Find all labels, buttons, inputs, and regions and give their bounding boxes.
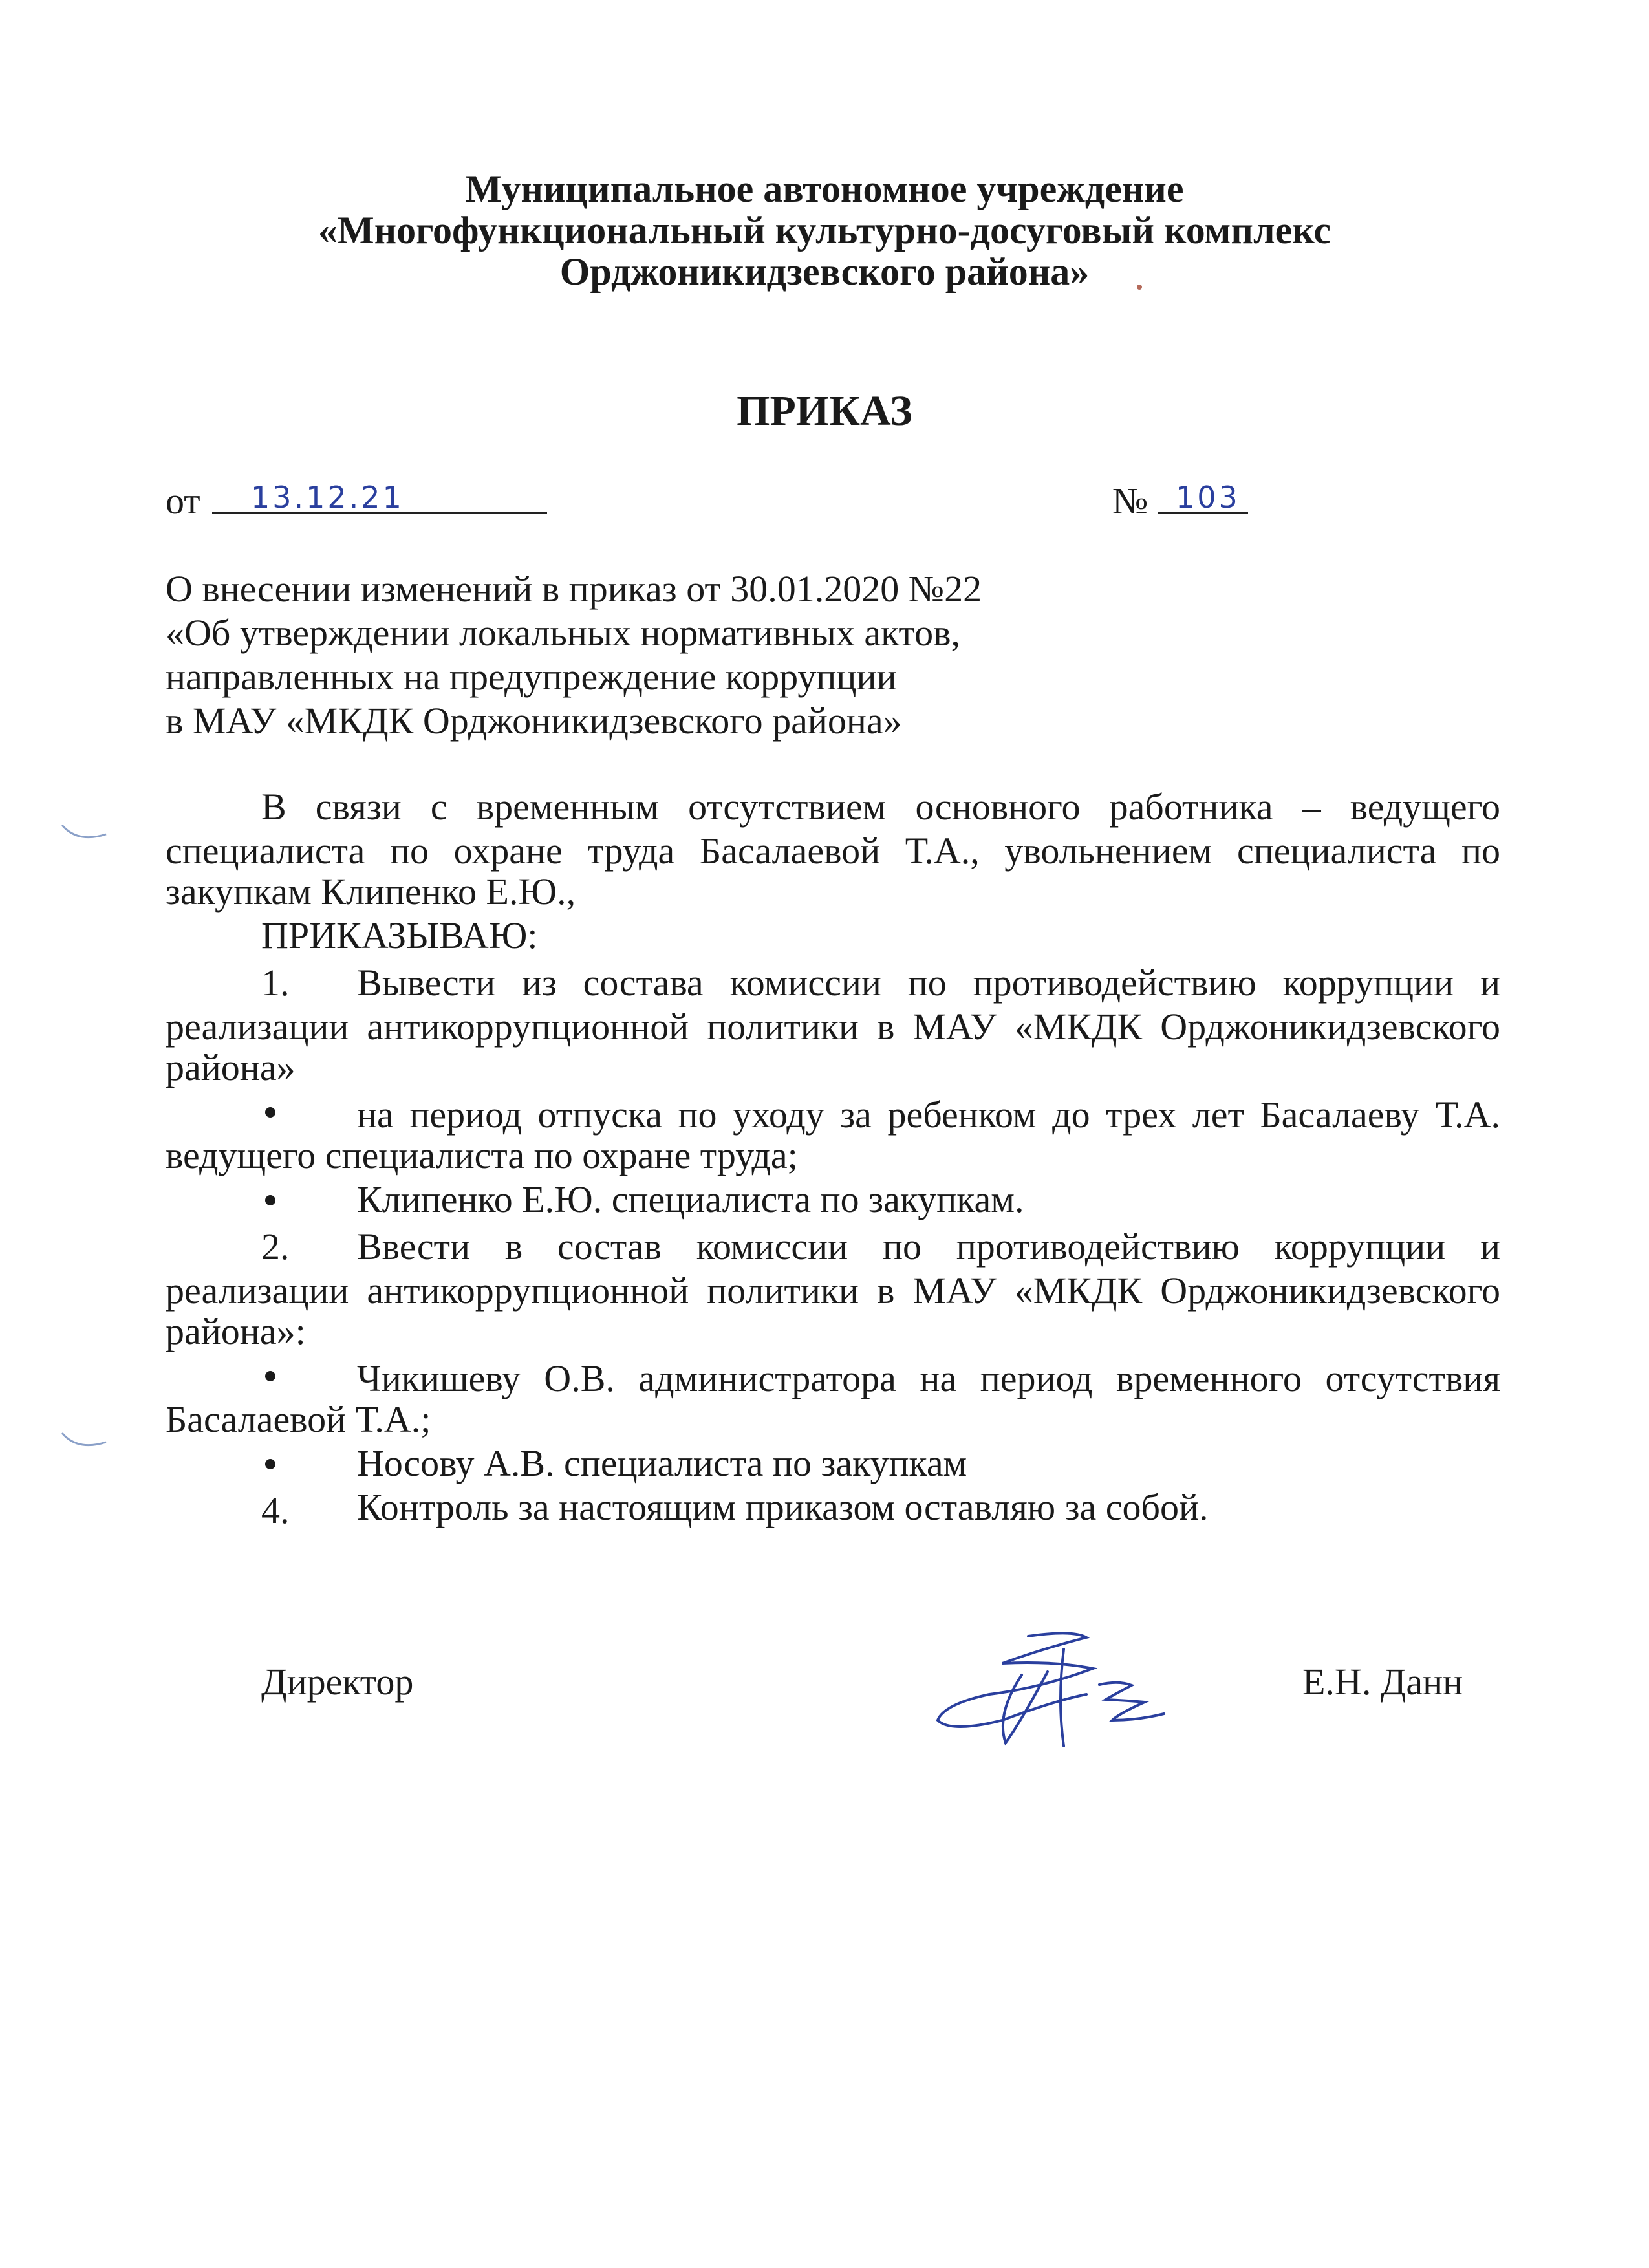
item-1-number: 1.	[261, 962, 290, 1004]
intro-line-1: В связи с временным отсутствием основного работника – ведущего	[261, 786, 1500, 828]
intro-line-2: специалиста по охране труда Басалаевой Т.А., увольнением специалиста по	[166, 830, 1500, 872]
subject-line-3: направленных на предупреждение коррупции	[166, 656, 897, 698]
signatory-name: Е.Н. Данн	[1302, 1661, 1463, 1703]
item-1-line-3: района»	[166, 1046, 296, 1088]
item-1-line-1: Вывести из состава комиссии по противодействию коррупции и	[357, 962, 1500, 1004]
subject-line-4: в МАУ «МКДК Орджоникидзевского района»	[166, 700, 902, 742]
bullet-2: Клипенко Е.Ю. специалиста по закупкам.	[357, 1178, 1024, 1220]
intro-line-3: закупкам Клипенко Е.Ю.,	[166, 870, 576, 913]
item-2-number: 2.	[261, 1226, 290, 1268]
bullet-marker	[265, 1371, 275, 1381]
bullet-1-line-2: ведущего специалиста по охране труда;	[166, 1134, 798, 1176]
item-2-line-3: района»:	[166, 1310, 306, 1352]
subject-line-1: О внесении изменений в приказ от 30.01.2020 №22	[166, 568, 982, 610]
signature-image	[925, 1623, 1183, 1759]
bullet-marker	[265, 1195, 275, 1205]
number-prefix: №	[1112, 480, 1148, 522]
item-1-line-2: реализации антикоррупционной политики в МАУ «МКДК Орджоникидзевского	[166, 1006, 1500, 1048]
date-handwritten: 13.12.21	[251, 480, 404, 515]
margin-arc-mark	[58, 1429, 110, 1455]
document-title: ПРИКАЗ	[737, 387, 912, 435]
bullet-marker	[265, 1459, 275, 1469]
bullet-marker	[265, 1107, 275, 1118]
order-word: ПРИКАЗЫВАЮ:	[261, 914, 538, 956]
item-4-text: Контроль за настоящим приказом оставляю за собой.	[357, 1486, 1209, 1528]
date-prefix: от	[166, 480, 200, 522]
number-handwritten: 103	[1176, 480, 1240, 515]
bullet-4: Носову А.В. специалиста по закупкам	[357, 1442, 967, 1484]
subject-line-2: «Об утверждении локальных нормативных актов,	[166, 612, 960, 654]
bullet-1-line-1: на период отпуска по уходу за ребенком до трех лет Басалаеву Т.А.	[357, 1094, 1500, 1136]
bullet-3-line-1: Чикишеву О.В. администратора на период временного отсутствия	[357, 1357, 1500, 1399]
bullet-3-line-2: Басалаевой Т.А.;	[166, 1398, 431, 1440]
item-2-line-2: реализации антикоррупционной политики в МАУ «МКДК Орджоникидзевского	[166, 1269, 1500, 1312]
org-header-line-1: Муниципальное автономное учреждение	[465, 167, 1184, 210]
org-header-line-2: «Многофункциональный культурно-досуговый комплекс	[318, 209, 1331, 252]
org-header-line-3: Орджоникидзевского района»	[559, 250, 1090, 293]
speck-mark	[1137, 285, 1142, 290]
item-2-line-1: Ввести в состав комиссии по противодействию коррупции и	[357, 1226, 1500, 1268]
margin-arc-mark	[58, 821, 110, 847]
signatory-position: Директор	[261, 1661, 414, 1703]
item-4-number: 4.	[261, 1489, 290, 1531]
